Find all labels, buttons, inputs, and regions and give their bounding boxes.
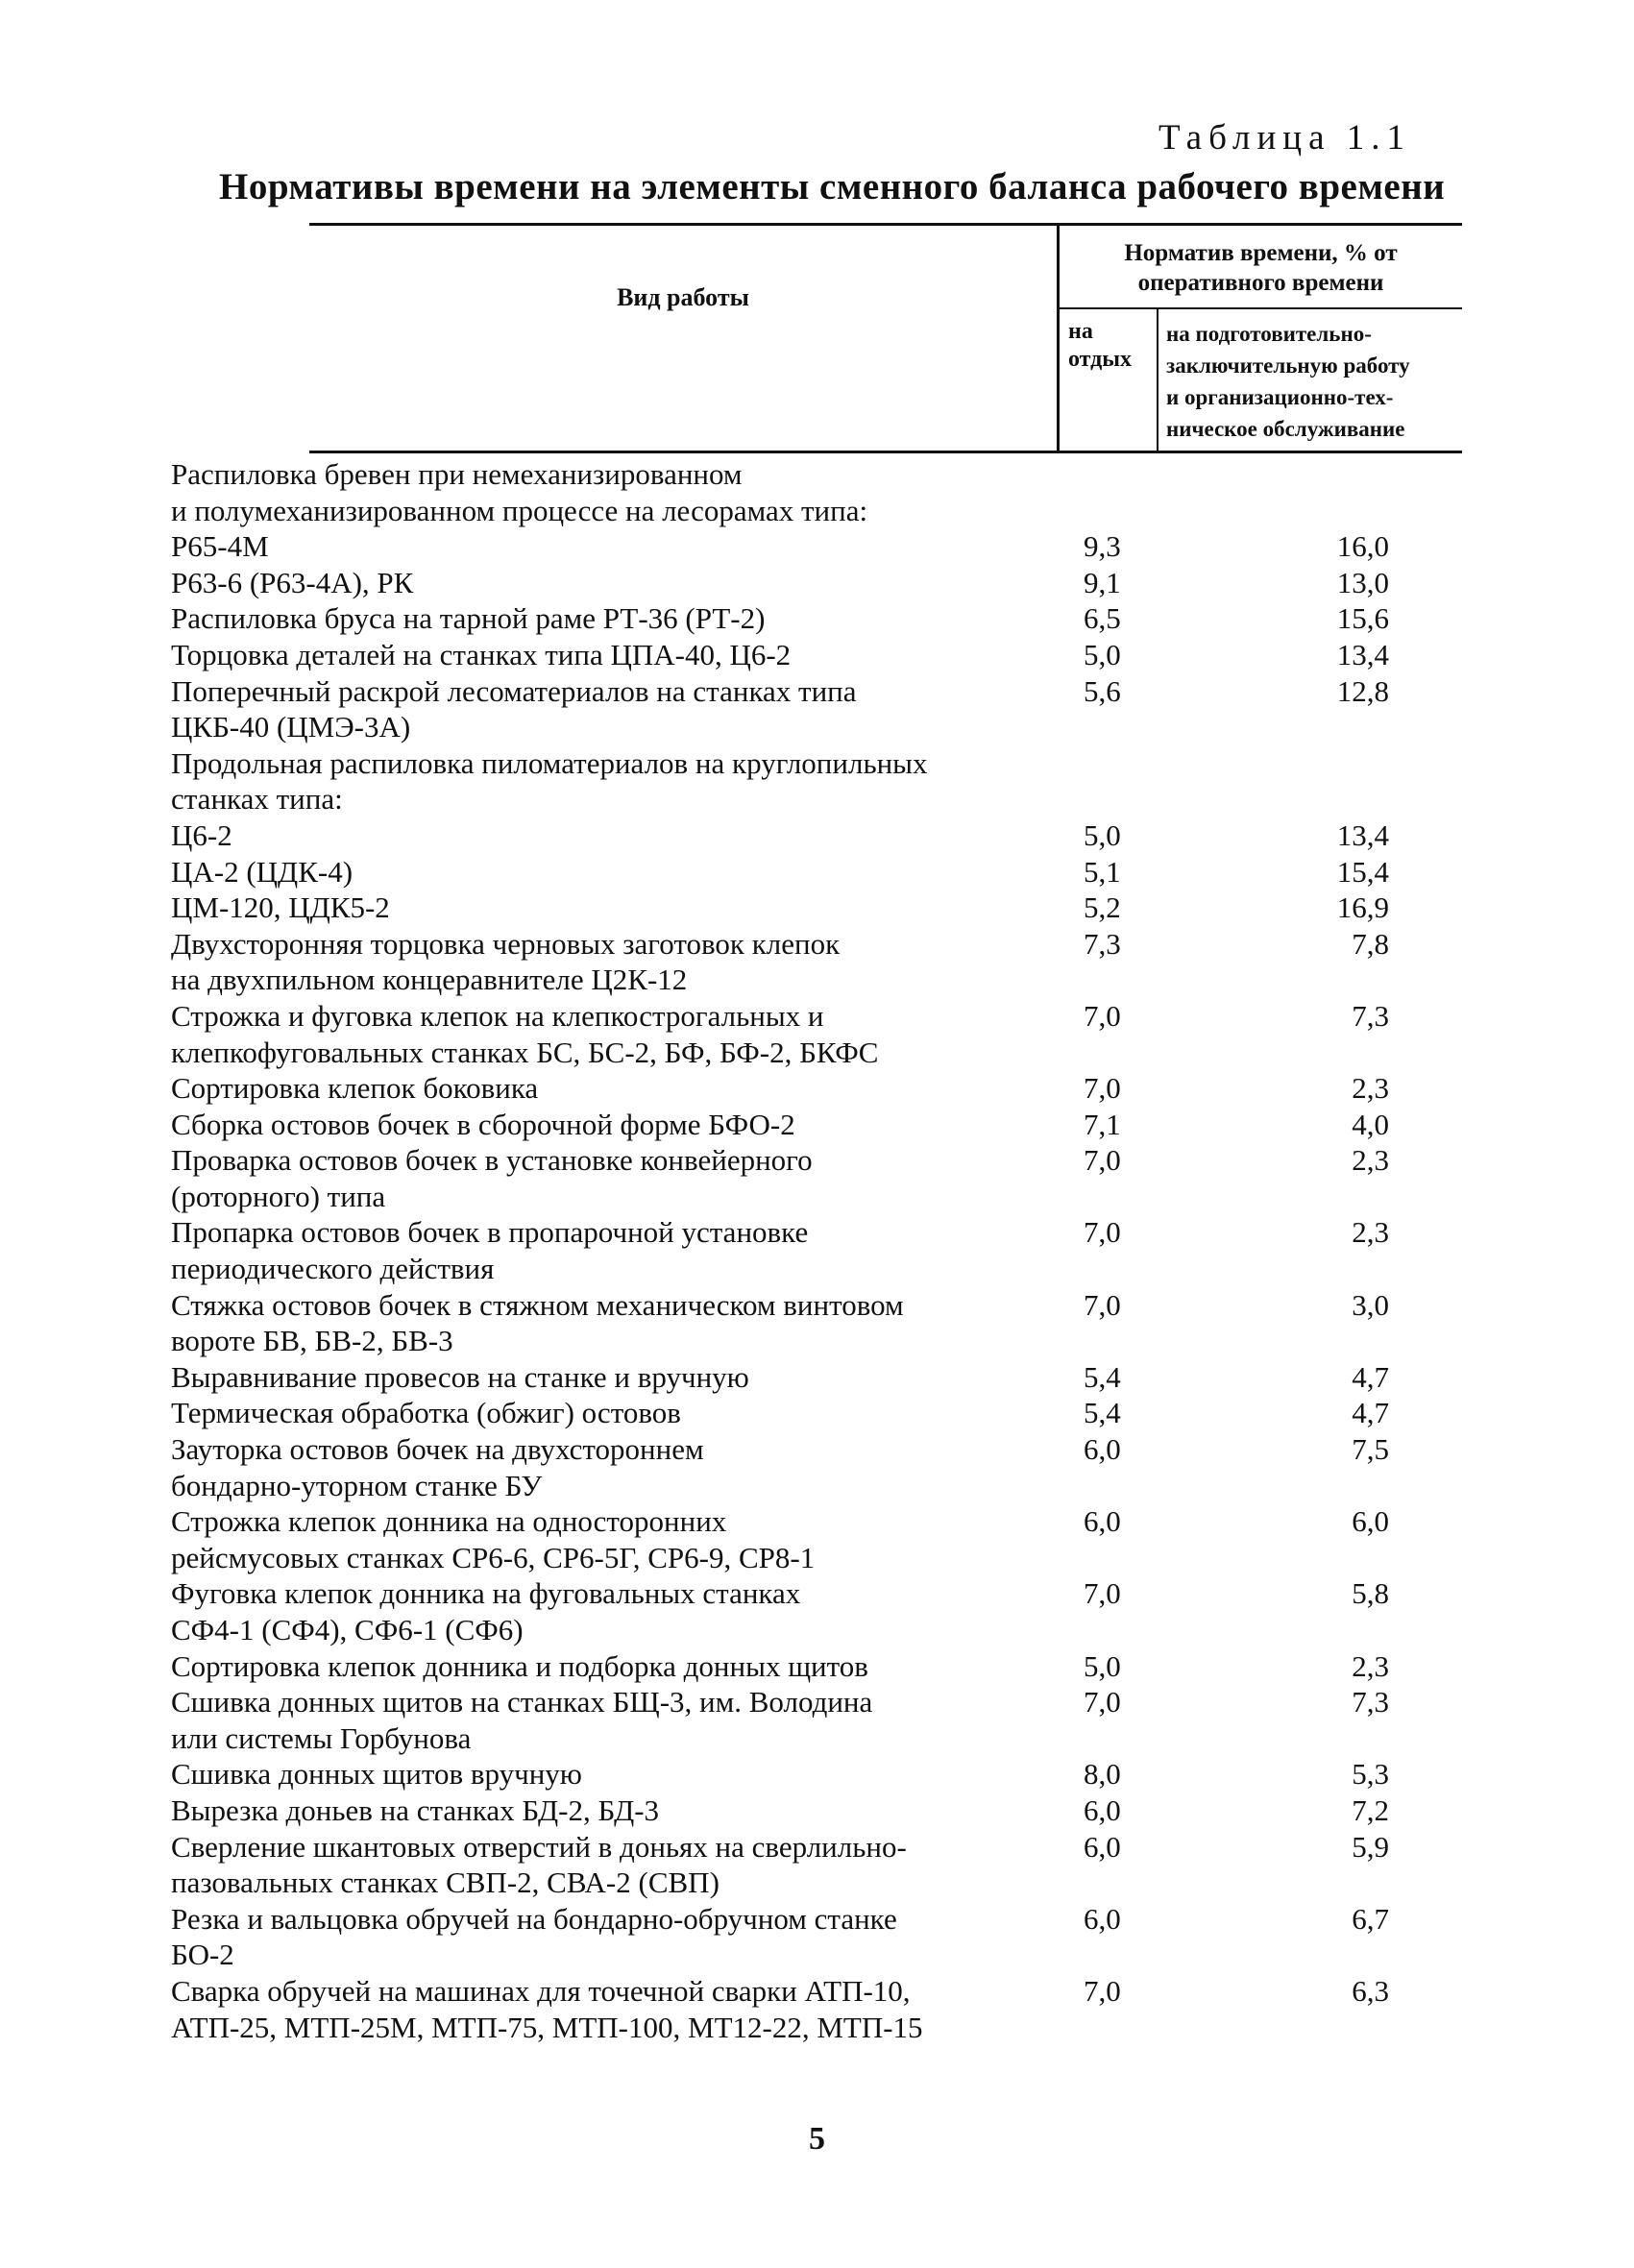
prep-time-cell: 5,8 [1352,1576,1389,1611]
rest-time-cell: 7,0 [1084,1576,1121,1611]
table-row [171,1214,1477,1286]
rest-time-cell: 8,0 [1084,1757,1121,1792]
table-row [171,1575,1477,1647]
header-divider [1157,309,1158,451]
header-prep-line: ническое обслуживание [1166,417,1405,441]
prep-time-cell: 2,3 [1352,1215,1389,1250]
prep-time-cell: 2,3 [1352,1071,1389,1106]
table-row [171,1107,1477,1143]
prep-time-cell: 13,4 [1336,637,1389,671]
table-row [171,890,1477,926]
table-header [309,223,1462,453]
prep-time-cell: 7,8 [1352,926,1389,961]
rest-time-cell: 5,2 [1084,890,1121,925]
table-row [171,673,1477,745]
page-number: 5 [809,2121,825,2157]
table-row [171,745,1477,817]
work-type-cell: Сборка остовов бочек в сборочной форме БФО-2 [171,1107,795,1141]
prep-time-cell: 2,3 [1352,1143,1389,1178]
rest-time-cell: 7,0 [1084,1143,1121,1178]
table-row [171,1395,1477,1431]
table-row [171,817,1477,854]
rest-time-cell: 5,4 [1084,1359,1121,1394]
work-type-cell: Сшивка донных щитов вручную [171,1757,582,1792]
work-type-cell: Сверление шкантовых отверстий в доньях на сверлильно- пазовальных станках СВП-2, СВА-2 (СВП) [171,1829,907,1900]
prep-time-cell: 16,0 [1336,529,1389,564]
table-label: Таблица 1.1 [1158,118,1411,158]
header-norm-line: Норматив времени, % от [1124,240,1398,266]
table-row [171,528,1477,565]
table-row [171,456,1477,528]
header-norm [1060,238,1462,298]
work-type-cell: ЦМ-120, ЦДК5-2 [171,890,390,925]
prep-time-cell: 3,0 [1352,1287,1389,1322]
prep-time-cell: 15,6 [1336,601,1389,636]
work-type-cell: Поперечный раскрой лесоматериалов на станках типа ЦКБ-40 (ЦМЭ-3А) [171,673,857,744]
table-row [171,998,1477,1070]
table-row [171,1287,1477,1359]
prep-time-cell [1237,745,1389,817]
rest-time-cell: 6,0 [1084,1792,1121,1827]
table-row [171,1142,1477,1214]
prep-time-cell: 6,7 [1352,1901,1389,1936]
rest-time-cell: 6,5 [1084,601,1121,636]
header-rest [1068,318,1153,374]
rest-time-cell: 5,6 [1084,673,1121,708]
rest-time-cell: 5,0 [1084,1648,1121,1683]
work-type-cell: Сортировка клепок донника и подборка донных щитов [171,1648,868,1683]
work-type-cell: Ц6-2 [171,817,232,852]
work-type-cell: Сортировка клепок боковика [171,1071,539,1106]
prep-time-cell: 7,5 [1352,1432,1389,1467]
table-row [171,1648,1477,1685]
work-type-cell: Продольная распиловка пиломатериалов на круглопильных станках типа: [171,745,928,817]
table-row [171,637,1477,673]
prep-time-cell: 7,3 [1352,998,1389,1033]
work-type-cell: Сварка обручей на машинах для точечной сварки АТП-10, АТП-25, МТП-25М, МТП-75, МТП-100, МТ12-22, МТП-15 [171,1973,923,2044]
prep-time-cell: 7,3 [1352,1685,1389,1719]
prep-time-cell [1237,456,1389,528]
prep-time-cell: 5,3 [1352,1757,1389,1792]
prep-time-cell: 4,7 [1352,1396,1389,1430]
table-row [171,854,1477,890]
work-type-cell: Проварка остовов бочек в установке конвейерного (роторного) типа [171,1143,813,1213]
rest-time-cell: 5,0 [1084,817,1121,852]
table-row [171,1503,1477,1575]
header-prep-line: и организационно-тех- [1166,385,1394,409]
work-type-cell: Выравнивание провесов на станке и вручную [171,1359,749,1394]
rest-time-cell: 7,0 [1084,1215,1121,1250]
header-norm-line: оперативного времени [1137,270,1384,296]
table-row [171,565,1477,601]
rest-time-cell: 7,0 [1084,1685,1121,1719]
work-type-cell: Сшивка донных щитов на станках БЩ-3, им. Володина или системы Горбунова [171,1685,873,1755]
table-row [171,1684,1477,1756]
work-type-cell: Торцовка деталей на станках типа ЦПА-40, Ц6-2 [171,637,792,671]
header-prep [1166,318,1462,445]
work-type-cell: Термическая обработка (обжиг) остовов [171,1396,681,1430]
table-row [171,1829,1477,1901]
header-prep-line: заключительную работу [1166,354,1410,378]
rest-time-cell: 7,0 [1084,998,1121,1033]
table-body [171,456,1477,2045]
header-rest-line: на [1068,319,1093,344]
rest-time-cell: 5,4 [1084,1396,1121,1430]
table-row [171,1070,1477,1107]
table-row [171,1973,1477,2045]
table-row [171,1756,1477,1792]
rest-time-cell: 5,1 [1084,854,1121,889]
rest-time-cell: 7,0 [1084,1071,1121,1106]
rest-time-cell: 6,0 [1084,1901,1121,1936]
table-row [171,926,1477,998]
prep-time-cell: 4,7 [1352,1359,1389,1394]
prep-time-cell: 2,3 [1352,1648,1389,1683]
work-type-cell: Двухсторонняя торцовка черновых заготовок клепок на двухпильном концеравнителе Ц2К-12 [171,926,841,997]
work-type-cell: ЦА-2 (ЦДК-4) [171,854,354,889]
rest-time-cell: 7,3 [1084,926,1121,961]
rest-time-cell: 9,1 [1084,565,1121,599]
header-rest-line: отдых [1068,347,1133,372]
work-type-cell: Фуговка клепок донника на фуговальных станках СФ4-1 (СФ4), СФ6-1 (СФ6) [171,1576,801,1646]
table-row [171,1901,1477,1973]
work-type-cell: Р65-4М [171,529,269,564]
work-type-cell: Строжка и фуговка клепок на клепкострогальных и клепкофуговальных станках БС, БС-2, БФ, БФ-2, БКФС [171,998,879,1069]
prep-time-cell: 5,9 [1352,1829,1389,1864]
rest-time-cell [1084,745,1237,817]
rest-time-cell: 7,1 [1084,1107,1121,1141]
rest-time-cell [1084,456,1237,528]
table-row [171,1792,1477,1829]
work-type-cell: Зауторка остовов бочек на двухстороннем бондарно-уторном станке БУ [171,1432,704,1502]
table-title: Нормативы времени на элементы сменного баланса рабочего времени [219,166,1446,207]
prep-time-cell: 13,0 [1336,565,1389,599]
header-prep-line: на подготовительно- [1166,322,1372,346]
prep-time-cell: 6,3 [1352,1973,1389,2008]
rest-time-cell: 5,0 [1084,637,1121,671]
prep-time-cell: 4,0 [1352,1107,1389,1141]
work-type-cell: Строжка клепок донника на односторонних рейсмусовых станках СР6-6, СР6-5Г, СР6-9, СР8-1 [171,1504,816,1574]
prep-time-cell: 12,8 [1336,673,1389,708]
work-type-cell: Стяжка остовов бочек в стяжном механическом винтовом вороте БВ, БВ-2, БВ-3 [171,1287,904,1358]
prep-time-cell: 6,0 [1352,1504,1389,1539]
rest-time-cell: 6,0 [1084,1432,1121,1467]
header-work-type: Вид работы [617,283,749,311]
rest-time-cell: 7,0 [1084,1287,1121,1322]
header-divider [1059,307,1462,309]
table-row [171,600,1477,637]
rest-time-cell: 9,3 [1084,529,1121,564]
work-type-cell: Распиловка бревен при немеханизированном и полумеханизированном процессе на лесорамах типа: [171,457,868,527]
work-type-cell: Р63-6 (Р63-4А), РК [171,565,414,599]
work-type-cell: Пропарка остовов бочек в пропарочной установке периодического действия [171,1215,809,1286]
work-type-cell: Резка и вальцовка обручей на бондарно-обручном станке БО-2 [171,1901,897,1972]
rest-time-cell: 6,0 [1084,1829,1121,1864]
table-row [171,1359,1477,1396]
rest-time-cell: 6,0 [1084,1504,1121,1539]
work-type-cell: Распиловка бруса на тарной раме РТ-36 (РТ-2) [171,601,766,636]
prep-time-cell: 7,2 [1352,1792,1389,1827]
table-row [171,1431,1477,1503]
prep-time-cell: 13,4 [1336,817,1389,852]
rest-time-cell: 7,0 [1084,1973,1121,2008]
prep-time-cell: 16,9 [1336,890,1389,925]
prep-time-cell: 15,4 [1336,854,1389,889]
work-type-cell: Вырезка доньев на станках БД-2, БД-3 [171,1792,660,1827]
